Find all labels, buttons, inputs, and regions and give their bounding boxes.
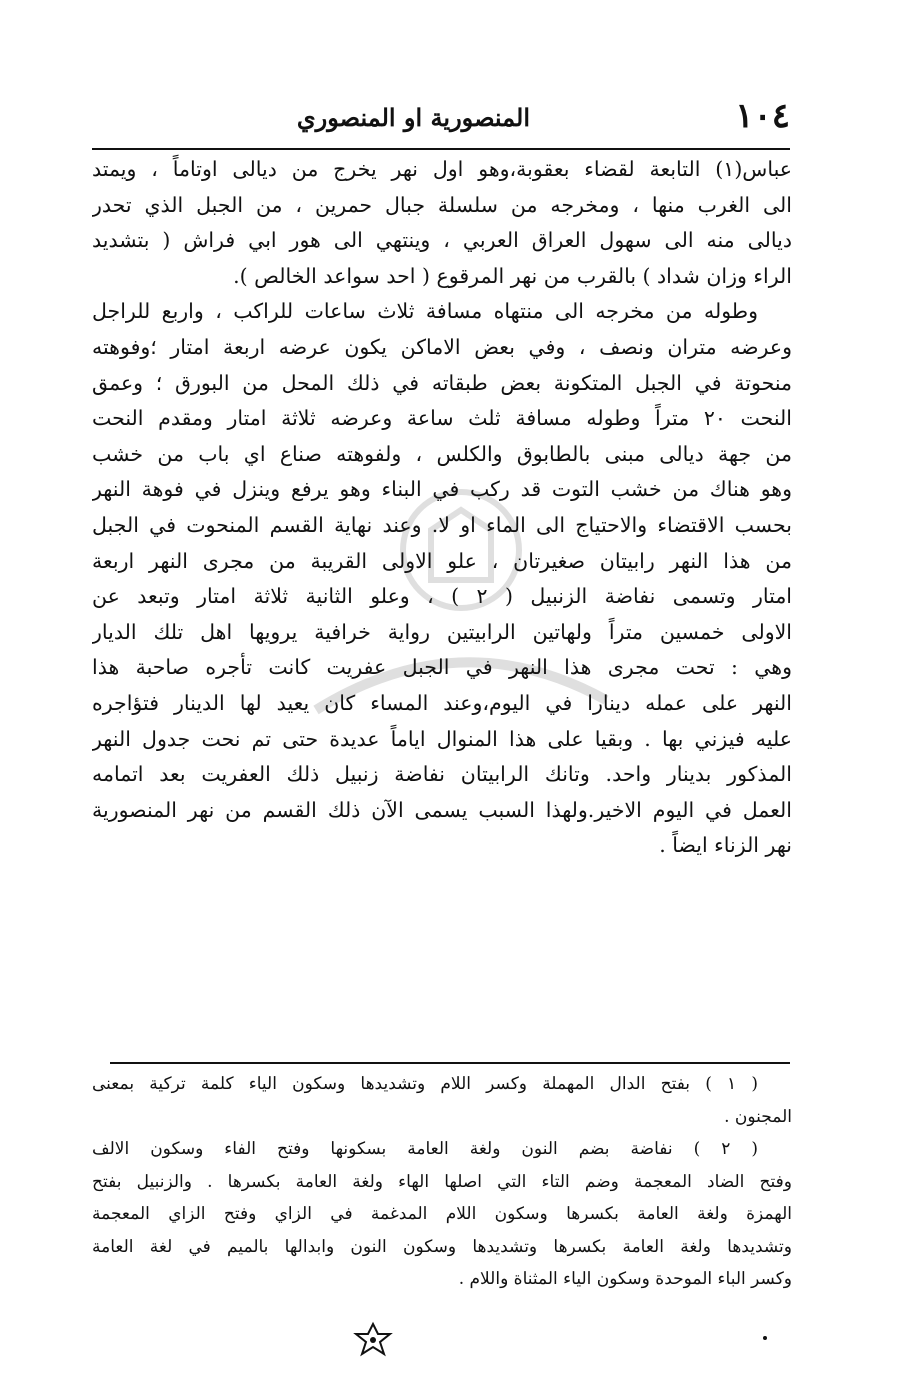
text-line: العمل في اليوم الاخير.ولهذا السبب يسمى الآن ذلك القسم من نهر المنصورية (92, 797, 792, 822)
text-line: المذكور بدينار واحد. وتانك الرابيتان نفاضة زنبيل ذلك العفريت بعد اتمامه (92, 762, 792, 787)
footnotes (92, 1068, 792, 1296)
text-line: عليه فيزني بها . وبقيا على هذا المنوال اياماً عديدة حتى تم نحت جدول النهر (92, 726, 792, 751)
text-line: وهي : تحت مجرى هذا النهر في الجبل عفريت كانت تأجره صاحبة هذا (92, 655, 792, 680)
running-title: المنصورية او المنصوري (296, 103, 530, 132)
text-line: الراء وزان شداد ) بالقرب من نهر المرقوع ( احد سواعد الخالص ). (233, 263, 792, 288)
text-line: النحت ٢٠ متراً وطوله مسافة ثلث ساعة وعرضه ثلاثة امتار ومقدم النحت (92, 406, 792, 431)
footnote-rule (110, 1062, 790, 1064)
text-line: النهر على عمله دينارا في اليوم،وعند المساء كان يعيد لها الدينار فتؤاجره (92, 690, 792, 715)
footnote-line: ( ١ ) بفتح الدال المهملة وكسر اللام وتشديدها وسكون الياء كلمة تركية بمعنى (92, 1074, 759, 1094)
text-line: من هذا النهر رابيتان صغيرتان ، علو الاولى القريبة من مجرى النهر اربعة (92, 548, 792, 573)
text-line: من جهة ديالى مبنى بالطابوق والكلس ، ولفوهته صناع اي باب من خشب (92, 441, 792, 466)
text-line: نهر الزناء ايضاً . (659, 833, 792, 858)
text-line: منحوتة في الجبل المتكونة بعض طبقاته في ذلك المحل من البورق ؛ وعمق (92, 370, 792, 395)
footnote-line: ( ٢ ) نفاضة بضم النون ولغة العامة بسكونها وفتح الفاء وسكون الالف (92, 1139, 758, 1159)
text-line: الاولى خمسين متراً ولهاتين الرابيتين رواية خرافية يرويها اهل تلك الديار (92, 619, 792, 644)
text-line: وطوله من مخرجه الى منتهاه مسافة ثلاث ساعات للراكب ، واربع للراجل (92, 299, 758, 324)
footnote-line: وتشديدها ولغة العامة بكسرها وتشديدها وسكون النون وابدالها بالميم في لغة العامة (92, 1236, 792, 1257)
footnote-line: وكسر الباء الموحدة وسكون الياء المثناة واللام . (458, 1269, 792, 1289)
footnote-line: المجنون . (724, 1106, 792, 1127)
text-line: الى الغرب منها ، ومخرجه من سلسلة جبال حمرين ، من الجبل الذي تحدر (92, 192, 792, 217)
text-line: بحسب الاقتضاء والاحتياج الى الماء او لا. وعند نهاية القسم المنحوت في الجبل (92, 512, 792, 537)
text-line: عباس(١) التابعة لقضاء بعقوبة،وهو اول نهر يخرج من ديالى اوتاماً ، ويمتد (92, 157, 792, 181)
footnote-line: الهمزة ولغة العامة بكسرها وسكون اللام المدغمة في الزاي وفتح الزاي المعجمة (92, 1204, 792, 1224)
stray-mark (763, 1336, 767, 1340)
text-line: امتار وتسمى نفاضة الزنبيل ( ٢ ) ، وعلو الثانية ثلاثة امتار وتبعد عن (92, 584, 792, 609)
header-rule (92, 148, 790, 150)
text-line: ديالى منه الى سهول العراق العربي ، وينتهي الى هور ابي فراش ( بتشديد (92, 228, 792, 253)
page-header (100, 92, 790, 142)
text-line: وعرضه متران ونصف ، وفي بعض الاماكن يكون عرضه اربعة امتار ؛وفوهته (92, 334, 792, 359)
footnote-line: وفتح الضاد المعجمة وضم التاء التي اصلها الهاء ولغة العامة بكسرها . والزنبيل بفتح (92, 1171, 792, 1192)
ornament-icon (348, 1320, 398, 1360)
text-line: وهو هناك من خشب التوت قد ركب في البناء وهو يرفع وينزل في فوهة النهر (92, 477, 792, 502)
page-number: ١٠٤ (735, 96, 790, 136)
main-text (92, 152, 792, 864)
